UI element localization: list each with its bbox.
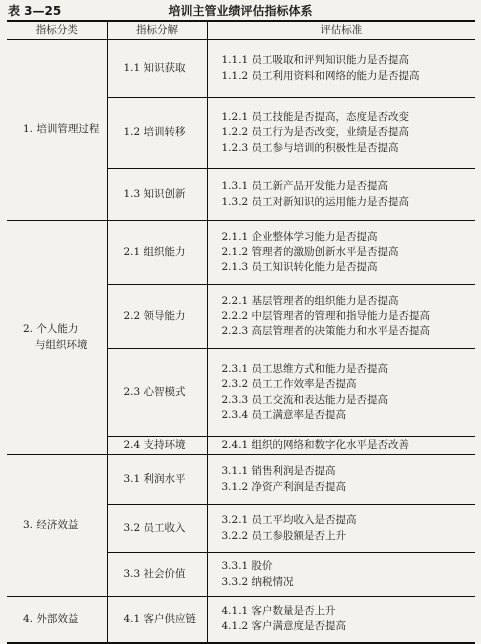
breakdown-cell: 3.1 利润水平: [107, 455, 207, 505]
criterion-item: 2.3.3 员工交流和表达能力是否提高: [221, 393, 389, 406]
table-row: [7, 40, 475, 98]
criterion-item: 2.2.1 基层管理者的组织能力是否提高: [221, 294, 399, 307]
criteria-cell: [207, 40, 475, 98]
header-category: 指标分类: [7, 21, 107, 40]
criterion-item: 2.1.2 管理者的激励创新水平是否提高: [221, 245, 399, 258]
table-row: [7, 455, 475, 505]
criterion-item: 2.1.1 企业整体学习能力是否提高: [221, 230, 378, 243]
criteria-cell: [207, 437, 475, 455]
criterion-item: 2.3.1 员工思维方式和能力是否提高: [221, 363, 389, 376]
table-row: [7, 221, 475, 285]
criteria-cell: [207, 285, 475, 349]
criterion-item: 1.1.1 员工吸取和评判知识能力是否提高: [221, 54, 410, 67]
table-body: [7, 40, 475, 643]
table-number: 表 3—25: [8, 4, 62, 18]
criterion-item: 2.2.3 高层管理者的决策能力和水平是否提高: [221, 325, 431, 338]
breakdown-cell: 1.2 培训转移: [107, 98, 207, 169]
criteria-cell: [207, 455, 475, 505]
criterion-item: 1.2.3 员工参与培训的积极性是否提高: [221, 141, 399, 154]
breakdown-cell: 4.1 客户供应链: [107, 597, 207, 643]
table-title: 培训主管业绩评估指标体系: [168, 4, 313, 18]
criterion-item: 3.1.2 净资产利润是否提高: [221, 480, 347, 493]
breakdown-cell: 3.3 社会价值: [107, 553, 207, 597]
criterion-item: 2.3.2 员工工作效率是否提高: [221, 378, 357, 391]
criterion-item: 4.1.1 客户数量是否上升: [221, 605, 336, 618]
criterion-item: 3.3.1 股价: [221, 560, 273, 573]
criterion-item: 3.2.1 员工平均收入是否提高: [221, 514, 357, 527]
breakdown-cell: 1.1 知识获取: [107, 40, 207, 98]
category-name: 与组织环境: [35, 338, 88, 351]
header-row: [7, 21, 475, 40]
table-caption: [0, 0, 481, 20]
criterion-item: 1.3.2 员工对新知识的运用能力是否提高: [221, 195, 410, 208]
breakdown-cell: 1.3 知识创新: [107, 169, 207, 221]
criterion-item: 2.3.4 员工满意率是否提高: [221, 408, 347, 421]
category-name: 3. 经济效益: [23, 518, 79, 531]
breakdown-cell: 2.3 心智模式: [107, 349, 207, 437]
criterion-item: 1.2.1 员工技能是否提高，态度是否改变: [221, 111, 410, 124]
criteria-cell: [207, 221, 475, 285]
category-cell: [7, 455, 107, 597]
category-cell: [7, 221, 107, 455]
criterion-item: 3.3.2 纳税情况: [221, 575, 294, 588]
criterion-item: 4.1.2 客户满意度是否提高: [221, 620, 347, 633]
criterion-item: 1.3.1 员工新产品开发能力是否提高: [221, 180, 389, 193]
breakdown-cell: 3.2 员工收入: [107, 505, 207, 553]
breakdown-cell: 2.4 支持环境: [107, 437, 207, 455]
header-criteria: 评估标准: [207, 21, 475, 40]
evaluation-index-table: [7, 20, 475, 644]
category-cell: [7, 597, 107, 643]
breakdown-cell: 2.1 组织能力: [107, 221, 207, 285]
criterion-item: 3.1.1 销售利润是否提高: [221, 465, 336, 478]
breakdown-cell: 2.2 领导能力: [107, 285, 207, 349]
criteria-cell: [207, 597, 475, 643]
criterion-item: 1.1.2 员工利用资料和网络的能力是否提高: [221, 69, 420, 82]
criterion-item: 2.2.2 中层管理者的管理和指导能力是否提高: [221, 309, 431, 322]
criterion-item: 1.2.2 员工行为是否改变，业绩是否提高: [221, 126, 410, 139]
criteria-cell: [207, 505, 475, 553]
category-name: 1. 培训管理过程: [23, 123, 100, 136]
criteria-cell: [207, 553, 475, 597]
criterion-item: 3.2.2 员工参股额是否上升: [221, 529, 347, 542]
criteria-cell: [207, 98, 475, 169]
criterion-item: 2.1.3 员工知识转化能力是否提高: [221, 261, 378, 274]
category-cell: [7, 40, 107, 221]
criteria-cell: [207, 169, 475, 221]
criteria-cell: [207, 349, 475, 437]
header-breakdown: 指标分解: [107, 21, 207, 40]
criterion-item: 2.4.1 组织的网络和数字化水平是否改善: [221, 438, 410, 451]
table-row: [7, 597, 475, 643]
category-name: 4. 外部效益: [23, 612, 79, 625]
category-name: 2. 个人能力: [23, 323, 79, 336]
